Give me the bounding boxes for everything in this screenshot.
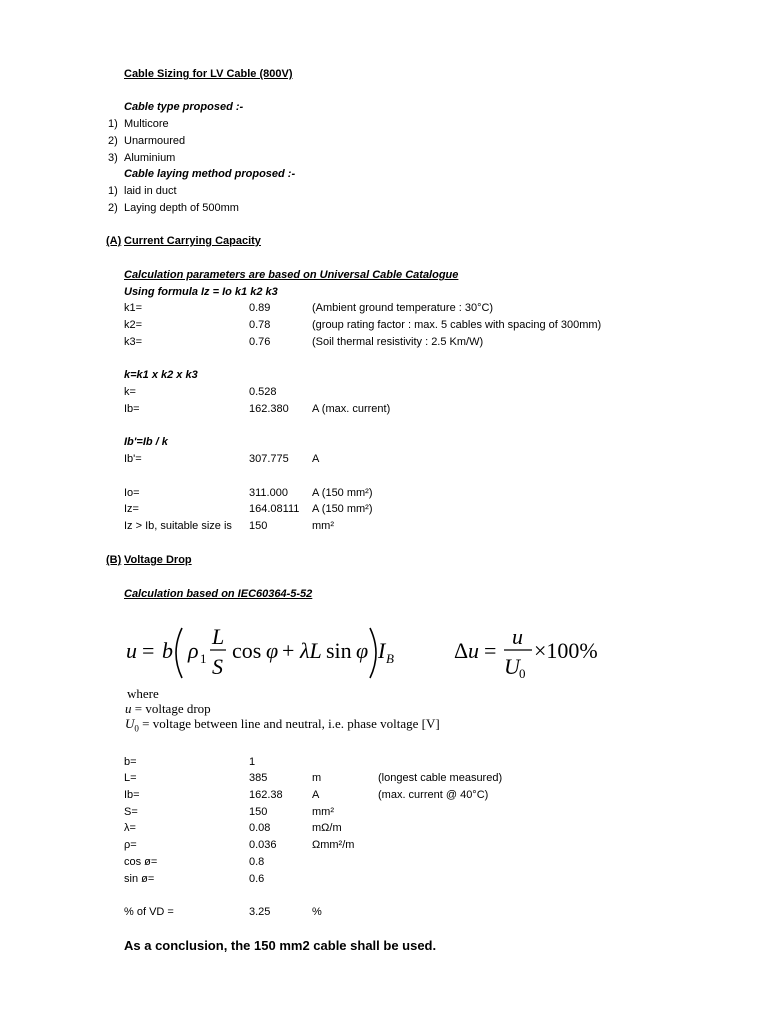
ib-b-unit: A <box>312 789 320 801</box>
s-label: S= <box>124 806 138 818</box>
svg-text:Δ: Δ <box>454 638 469 663</box>
list-number: 2) <box>108 202 118 214</box>
laying-method-heading: Cable laying method proposed :- <box>124 168 296 180</box>
symbol-u: u <box>125 701 132 716</box>
s-value: 150 <box>249 806 268 818</box>
ib-b-note: (max. current @ 40°C) <box>378 789 489 801</box>
svg-text:ρ: ρ <box>188 638 199 663</box>
section-a-basis: Calculation parameters are based on Universal Cable Catalogue <box>124 269 459 281</box>
cos-phi-value: 0.8 <box>249 856 265 868</box>
rho-value: 0.036 <box>249 839 277 851</box>
svg-text:I: I <box>378 638 386 663</box>
k2-value: 0.78 <box>249 319 271 331</box>
ib-label: Ib= <box>124 403 140 415</box>
svg-text:u: u <box>468 638 479 663</box>
ib-value: 162.380 <box>249 403 289 415</box>
ib-prime-formula: Ib'=Ib / k <box>124 436 168 448</box>
vd-label: % of VD = <box>124 906 174 918</box>
svg-text:=: = <box>142 638 155 663</box>
b-label: b= <box>124 756 137 768</box>
cable-type-heading: Cable type proposed :- <box>124 101 244 113</box>
l-note: (longest cable measured) <box>378 772 503 784</box>
svg-text:0: 0 <box>519 666 526 681</box>
definition-u-text: = voltage drop <box>131 701 211 716</box>
k1-note: (Ambient ground temperature : 30°C) <box>312 302 494 314</box>
lambda-label: λ= <box>124 822 136 834</box>
svg-text:+: + <box>282 638 295 663</box>
ib-prime-unit: A <box>312 453 320 465</box>
definition-u0 <box>125 717 440 736</box>
svg-text:sin: sin <box>326 638 352 663</box>
k-label: k= <box>124 386 136 398</box>
io-value: 311.000 <box>249 487 288 499</box>
section-b-title: Voltage Drop <box>124 554 192 566</box>
l-unit: m <box>312 772 322 784</box>
k3-label: k3= <box>124 336 143 348</box>
vd-unit: % <box>312 906 322 918</box>
suitable-size-value: 150 <box>249 520 268 532</box>
sin-phi-label: sin ø= <box>124 873 155 885</box>
s-unit: mm² <box>312 806 334 818</box>
suitable-size-label: Iz > Ib, suitable size is <box>124 520 232 532</box>
k1-label: k1= <box>124 302 143 314</box>
ib-b-value: 162.38 <box>249 789 283 801</box>
io-label: Io= <box>124 487 140 499</box>
list-item: Multicore <box>124 118 169 130</box>
vd-value: 3.25 <box>249 906 271 918</box>
l-label: L= <box>124 772 137 784</box>
lambda-value: 0.08 <box>249 822 271 834</box>
list-number: 1) <box>108 118 118 130</box>
list-number: 2) <box>108 135 118 147</box>
k-value: 0.528 <box>249 386 277 398</box>
k2-label: k2= <box>124 319 143 331</box>
list-item: Laying depth of 500mm <box>124 202 239 214</box>
voltage-drop-formula <box>120 618 620 688</box>
svg-text:u: u <box>512 624 523 649</box>
rho-label: ρ= <box>124 839 137 851</box>
svg-text:1: 1 <box>200 651 207 666</box>
iz-label: Iz= <box>124 503 139 515</box>
list-item: Aluminium <box>124 152 176 164</box>
b-value: 1 <box>249 756 256 768</box>
k3-value: 0.76 <box>249 336 271 348</box>
svg-text:λL: λL <box>300 638 322 663</box>
io-note: A (150 mm²) <box>312 487 373 499</box>
section-a-formula: Using formula Iz = Io k1 k2 k3 <box>124 286 278 298</box>
svg-text:L: L <box>212 624 225 649</box>
svg-text:u: u <box>126 638 137 663</box>
svg-text:φ: φ <box>356 638 369 663</box>
k1-value: 0.89 <box>249 302 271 314</box>
k-formula: k=k1 x k2 x k3 <box>124 369 198 381</box>
ib-prime-value: 307.775 <box>249 453 289 465</box>
section-a-title: Current Carrying Capacity <box>124 235 261 247</box>
iz-value: 164.08111 <box>249 503 300 515</box>
list-number: 3) <box>108 152 118 164</box>
definition-u <box>125 702 211 716</box>
iz-note: A (150 mm²) <box>312 503 373 515</box>
conclusion-text: As a conclusion, the 150 mm2 cable shall be used. <box>124 938 437 953</box>
list-number: 1) <box>108 185 118 197</box>
where-label: where <box>127 686 159 701</box>
svg-text:b: b <box>162 638 173 663</box>
page-title: Cable Sizing for LV Cable (800V) <box>124 68 293 80</box>
definition-u0-text: = voltage between line and neutral, i.e. phase voltage [V] <box>138 716 440 731</box>
list-item: laid in duct <box>124 185 177 197</box>
svg-text:cos: cos <box>232 638 262 663</box>
svg-text:B: B <box>386 651 394 666</box>
section-b-marker: (B) <box>106 554 122 566</box>
sin-phi-value: 0.6 <box>249 873 265 885</box>
svg-text:φ: φ <box>266 638 279 663</box>
k3-note: (Soil thermal resistivity : 2.5 Km/W) <box>312 336 484 348</box>
rho-unit: Ωmm²/m <box>312 839 355 851</box>
svg-text:U: U <box>504 654 520 679</box>
ib-b-label: Ib= <box>124 789 140 801</box>
l-value: 385 <box>249 772 268 784</box>
svg-text:S: S <box>212 654 223 679</box>
lambda-unit: mΩ/m <box>312 822 342 834</box>
k2-note: (group rating factor : max. 5 cables with spacing of 300mm) <box>312 319 602 331</box>
ib-note: A (max. current) <box>312 403 391 415</box>
section-a-marker: (A) <box>106 235 122 247</box>
section-b-basis: Calculation based on IEC60364-5-52 <box>124 588 313 600</box>
symbol-u0-subscript: 0 <box>134 723 139 734</box>
cos-phi-label: cos ø= <box>124 856 158 868</box>
svg-text:=: = <box>484 638 497 663</box>
symbol-u0: U <box>125 716 135 731</box>
list-item: Unarmoured <box>124 135 186 147</box>
svg-text:×100%: ×100% <box>534 638 598 663</box>
ib-prime-label: Ib'= <box>124 453 142 465</box>
suitable-size-unit: mm² <box>312 520 334 532</box>
